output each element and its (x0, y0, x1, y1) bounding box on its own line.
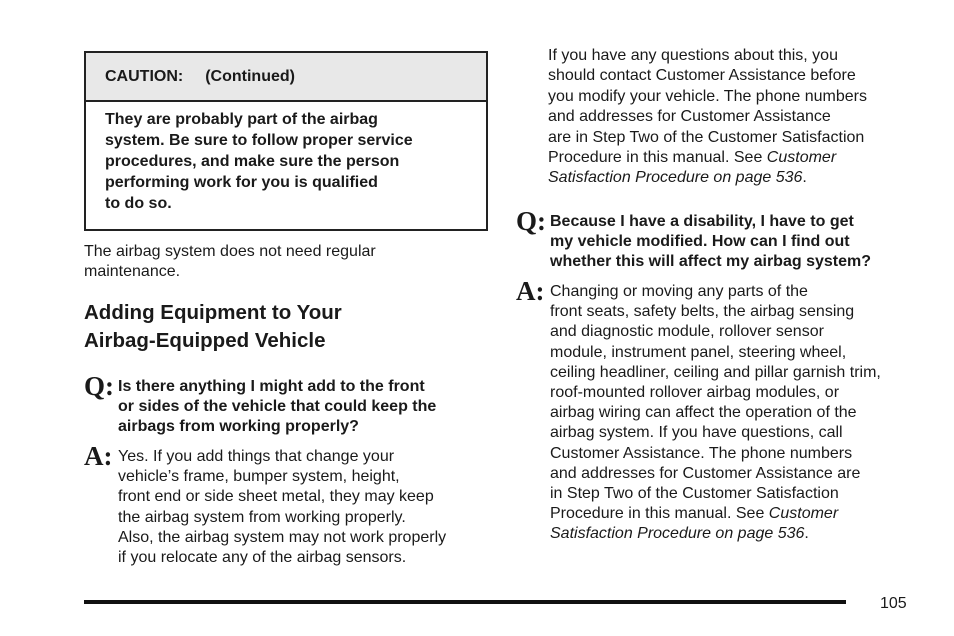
question-1-text: Is there anything I might add to the front or sides of the vehicle that could keep the airbags from working properly? (118, 378, 437, 435)
answer-mark-label: A: (84, 441, 113, 471)
caution-continued: (Continued) (205, 68, 295, 85)
answer-2-reference: Customer Satisfaction Procedure on page 536 (550, 505, 839, 543)
answer-2-text: Changing or moving any parts of the front seats, safety belts, the airbag sensing and diagnostic module, rollover sensor module, instrument panel, steering wheel, ceiling headliner, ceiling and pillar garnish trim, roof-mounted rollover airbag modules, or airbag wiring can affect the operation of the airbag system. If you have questions, call Customer Assistance. The phone numbers and addresses for Customer Assistance are in Step Two of the Customer Satisfaction Procedure in this manual. See Customer Satisfaction Procedure on page 536. (550, 283, 881, 543)
answer-1 (84, 441, 488, 568)
question-1 (84, 371, 488, 436)
question-2-text: Because I have a disability, I have to get my vehicle modified. How can I find out whether this will affect my airbag system? (550, 213, 871, 270)
customer-assistance-text: If you have any questions about this, you should contact Customer Assistance before you modify your vehicle. The phone numbers and addresses for Customer Assistance are in Step Two of the Customer Satisfaction Procedure in this manual. See Customer Satisfaction Procedure on page 536. (548, 47, 867, 187)
page-number: 105 (880, 595, 907, 612)
question-mark-label: Q: (516, 206, 546, 236)
caution-label: CAUTION: (105, 68, 184, 85)
intro-text: If you have any questions about this, you should contact Customer Assistance before you modify your vehicle. The phone numbers and addresses for Customer Assistance are in Step Two of the Customer Satisfaction Procedure in this manual. See (548, 47, 867, 167)
maintenance-text: The airbag system does not need regular maintenance. (84, 243, 376, 281)
answer-1-text: Yes. If you add things that change your vehicle’s frame, bumper system, height, front end or side sheet metal, they may keep the airbag system from working properly. Also, the airbag system may not work properly if you relocate any of the airbag sensors. (118, 448, 447, 567)
section-heading: Adding Equipment to Your Airbag-Equipped Vehicle (84, 301, 342, 352)
footer-rule (84, 600, 846, 604)
caution-body: They are probably part of the airbag system. Be sure to follow proper service procedures, and make sure the person performing work for you is qualified to do so. (105, 111, 413, 212)
question-mark-label: Q: (84, 371, 114, 401)
intro-reference: Customer Satisfaction Procedure on page 536 (548, 149, 837, 187)
answer-2 (516, 276, 926, 545)
answer-mark-label: A: (516, 276, 545, 306)
question-2 (516, 206, 926, 271)
caution-header (86, 53, 486, 102)
caution-box (84, 51, 488, 231)
